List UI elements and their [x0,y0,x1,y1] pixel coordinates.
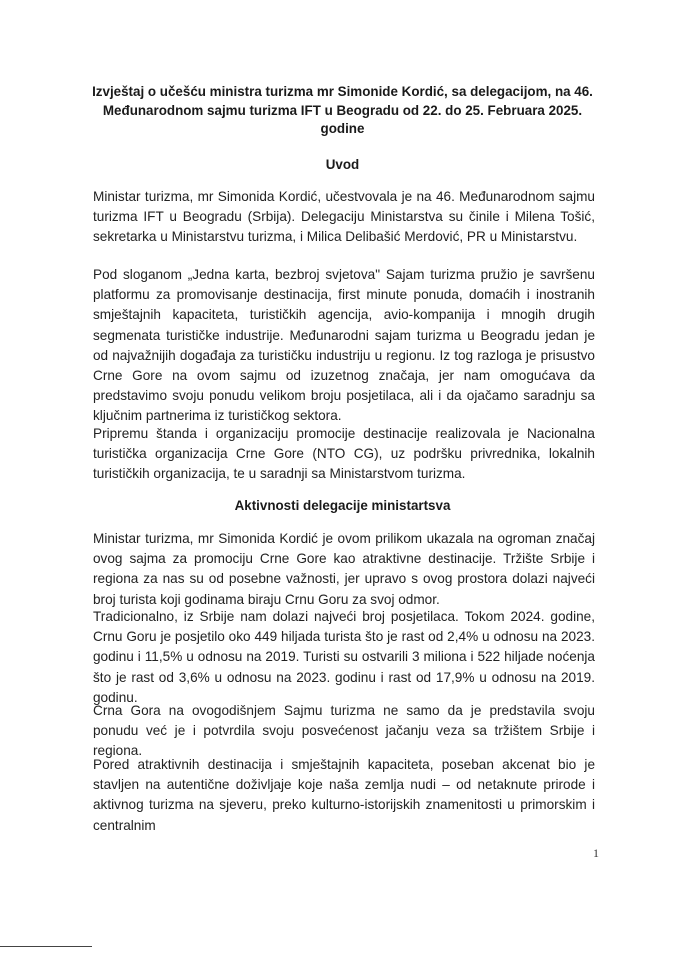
footnote-divider [0,946,92,947]
paragraph-authentic-experiences: Pored atraktivnih destinacija i smještajnih kapaciteta, poseban akcenat bio je stavljen na autentične doživljaje koje naša zemlja nudi – od netaknute prirode i aktivnog turizma na sjeveru, preko kulturno-istorijskih znamenitosti u primorskim i centralnim [93,757,595,833]
document-title: Izvještaj o učešću ministra turizma mr Simonide Kordić, sa delegacijom, na 46. Međunarodnom sajmu turizma IFT u Beogradu od 22. do 25. Februara 2025. godine [92,84,593,137]
paragraph-commitment: Crna Gora na ovogodišnjem Sajmu turizma ne samo da je predstavila svoju ponudu već je i potvrdila svoju posvećenost jačanju veza sa tržištem Srbije i regiona. [93,703,595,759]
page-number: 1 [593,846,599,860]
paragraph-delegation: Ministar turizma, mr Simonida Kordić, učestvovala je na 46. Međunarodnom sajmu turizma IFT u Beogradu (Srbija). Delegaciju Ministarstva su činile i Milena Tošić, sekretarka u Ministarstvu turizma, i Milica Delibašić Merdović, PR u Ministarstvu. [93,189,595,245]
section-heading-activities: Aktivnosti delegacije ministartsva [234,498,451,513]
section-heading-intro: Uvod [325,157,360,172]
paragraph-slogan: Pod sloganom „Jedna karta, bezbroj svjetova" Sajam turizma pružio je savršenu platformu za promovisanje destinacija, first minute ponuda, domaćih i inostranih smještajnih kapaciteta, turističkih agencija, avio-kompanija i mnogih drugih segmenata turističke industrije. Međunarodni sajam turizma u Beogradu jedan je od najvažnijih događaja za turističku industriju u regionu. Iz tog razloga je prisustvo Crne Gore na ovom sajmu od izuzetnog značaja, jer nam omogućava da predstavimo svoju ponudu velikom broju posjetilaca, ali i da ojačamo saradnju sa ključnim partnerima iz turističkog sektora. [93,267,595,424]
paragraph-minister-remarks: Ministar turizma, mr Simonida Kordić je ovom prilikom ukazala na ogroman značaj ovog sajma za promociju Crne Gore kao atraktivne destinacije. Tržište Srbije i regiona za nas su od posebne važnosti, jer upravo s ovog prostora dolazi najveći broj turista koji godinama biraju Crnu Goru za svoj odmor. [93,531,595,607]
paragraph-stand-preparation: Pripremu štanda i organizaciju promocije destinacije realizovala je Nacionalna turistička organizacija Crne Gore (NTO CG), uz podršku privrednika, lokalnih turističkih organizacija, te u saradnji sa Ministarstvom turizma. [93,426,595,482]
paragraph-statistics: Tradicionalno, iz Srbije nam dolazi najveći broj posjetilaca. Tokom 2024. godine, Crnu Goru je posjetilo oko 449 hiljada turista što je rast od 2,4% u odnosu na 2023. godinu i 11,5% u odnosu na 2019. Turisti su ostvarili 3 miliona i 522 hiljade noćenja što je rast od 3,6% u odnosu na 2023. godinu i rast od 17,9% u odnosu na 2019. godinu. [93,609,595,705]
